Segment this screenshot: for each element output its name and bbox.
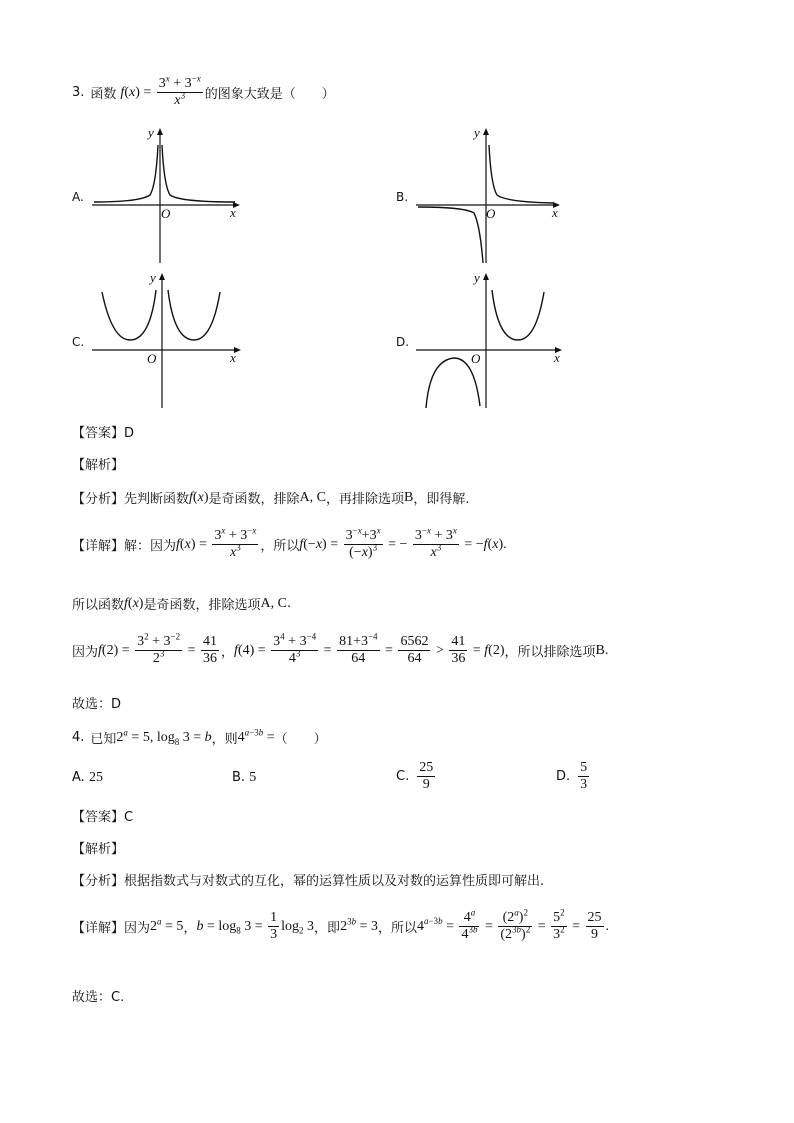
option-c-label: C. xyxy=(72,335,85,349)
q4-analysis-tag: 【解析】 xyxy=(72,842,125,857)
q3-xiangjie-line-2: 所以函数 f(x) 是奇函数，排除选项 A, C . xyxy=(72,595,292,613)
xj-formula-f4: f(4) = $\frac{3^4 + 3^{-4}}{4^3}$ = $\frac{81+3^{-4}}{64}$ = $\frac{6562}{64}$ > $\frac{41}{36}$ = f(2) xyxy=(234,631,505,667)
q3-number: 3. xyxy=(72,85,85,101)
xj-text: 因为 xyxy=(72,645,99,661)
xj-text: ，所以排除选项 xyxy=(504,645,596,661)
xj-math: A, C xyxy=(260,595,287,611)
xj-formula-odd: f(−x) = $\frac{3^{-x}+3^x}{(-x)^3}$ = − $\frac{3^{-x} + 3^x}{x^3}$ = −f(x). xyxy=(299,525,507,561)
xj-formula-3: $2^{3b} = 3$ xyxy=(340,915,378,934)
answer-value: C xyxy=(124,810,134,825)
xj-text: ，所以 xyxy=(260,539,300,555)
xj-text: 因为 xyxy=(124,921,151,937)
xj-math: B. xyxy=(595,642,609,658)
xj-text: 解：因为 xyxy=(124,539,177,555)
xj-text: 是奇函数，排除选项 xyxy=(143,598,261,613)
q4-target: $4^{a-3b}$ = xyxy=(237,726,275,745)
q4-condition: $2^a = 5$, $\log_8 3 = b$ xyxy=(116,726,212,747)
q3-analysis-tag: 【解析】 xyxy=(72,458,125,473)
q4-stem xyxy=(72,728,327,747)
xj-formula-2: $b = \log_8 3$ = $\frac{1}{3}$ $\log_2 3$ xyxy=(196,910,315,943)
q4-answer xyxy=(72,806,133,825)
fenxi-math: A, C xyxy=(299,489,326,505)
xj-text: ，所以 xyxy=(377,921,417,937)
q4-final: 故选：C. xyxy=(72,990,125,1005)
xj-formula-f: f(x) = $\frac{3^x + 3^{-x}}{x^3}$ xyxy=(176,525,257,561)
xj-text: 所以函数 xyxy=(72,598,125,613)
graph-d xyxy=(414,270,574,410)
answer-value: D xyxy=(124,426,135,441)
fenxi-text: 根据指数式与对数式的互化，幂的运算性质以及对数的运算性质即可解出. xyxy=(124,874,545,889)
q3-stem xyxy=(72,73,335,109)
q4-option-a: A. 25 xyxy=(72,770,103,785)
graph-b xyxy=(414,125,574,265)
q3-answer xyxy=(72,422,134,441)
q3-xiangjie-line-1 xyxy=(72,525,507,561)
q3-after: 的图象大致是（ ） xyxy=(204,87,335,103)
q4-mid: ，则 xyxy=(211,732,238,747)
xj-formula-4: $4^{a-3b}$ = $\frac{4^a}{4^{3b}}$ = $\frac{(2^a)^2}{(2^{3b})^2}$ = $\frac{5^2}{3^2}$ = $\frac{25}{9}$ xyxy=(416,907,602,943)
graph-d-origin: O xyxy=(471,351,481,366)
xj-formula-1: $2^a = 5$ xyxy=(150,915,184,934)
xj-text: ，即 xyxy=(314,921,341,937)
graph-c xyxy=(90,270,250,410)
xj-formula-f2: f(2) = $\frac{3^2 + 3^{-2}}{2^3}$ = $\frac{41}{36}$ xyxy=(98,631,218,667)
xj-text: ， xyxy=(183,921,197,937)
graph-c-origin: O xyxy=(147,351,157,366)
graph-a xyxy=(90,125,250,265)
graph-c-x-label: x xyxy=(230,350,236,365)
q3-fenxi: 【分析】 先判断函数 f(x) 是奇函数，排除 A, C ，再排除选项 B ，即得解. xyxy=(72,489,470,507)
q4-option-d: D. $\frac{5}{3}$ xyxy=(556,760,588,793)
xiangjie-tag: 【详解】 xyxy=(72,539,125,555)
q4-after: （ ） xyxy=(274,732,327,747)
fenxi-tag: 【分析】 xyxy=(72,492,125,507)
xiangjie-tag: 【详解】 xyxy=(72,921,125,937)
xj-text: . xyxy=(605,918,610,934)
q4-fenxi xyxy=(72,870,544,889)
option-a-label: A. xyxy=(72,190,84,204)
xj-text: . xyxy=(286,596,292,611)
xj-text: ， xyxy=(221,645,235,661)
graph-d-y-label: y xyxy=(474,270,480,285)
q3-formula: f(x) = $\frac{3^x + 3^{-x}}{x^3}$ xyxy=(120,73,201,109)
fenxi-text: 先判断函数 xyxy=(124,492,190,507)
graph-b-origin: O xyxy=(486,206,496,221)
graph-b-y-label: y xyxy=(474,125,480,140)
option-b-label: B. xyxy=(396,190,409,204)
fenxi-math: B xyxy=(403,489,414,505)
graph-a-x-label: x xyxy=(230,205,236,220)
answer-tag: 【答案】 xyxy=(72,426,125,441)
q3-final: 故选：D xyxy=(72,697,122,712)
fenxi-text: ，再排除选项 xyxy=(325,492,404,507)
graph-d-x-label: x xyxy=(554,350,560,365)
graph-a-y-label: y xyxy=(148,125,154,140)
q4-lead: 已知 xyxy=(90,732,117,747)
graph-b-x-label: x xyxy=(552,205,558,220)
fenxi-text: ，即得解. xyxy=(413,492,470,507)
q3-xiangjie-line-3 xyxy=(72,631,609,667)
q4-option-b: B. 5 xyxy=(232,770,257,785)
graph-a-origin: O xyxy=(161,206,171,221)
option-d-label: D. xyxy=(396,335,410,349)
q4-option-c: C. $\frac{25}{9}$ xyxy=(396,760,434,793)
answer-tag: 【答案】 xyxy=(72,810,125,825)
q3-lead: 函数 xyxy=(90,87,117,103)
graph-c-y-label: y xyxy=(150,270,156,285)
q4-number: 4. xyxy=(72,730,85,745)
q4-xiangjie xyxy=(72,907,610,943)
fenxi-text: 是奇函数，排除 xyxy=(208,492,300,507)
fenxi-tag: 【分析】 xyxy=(72,874,125,889)
